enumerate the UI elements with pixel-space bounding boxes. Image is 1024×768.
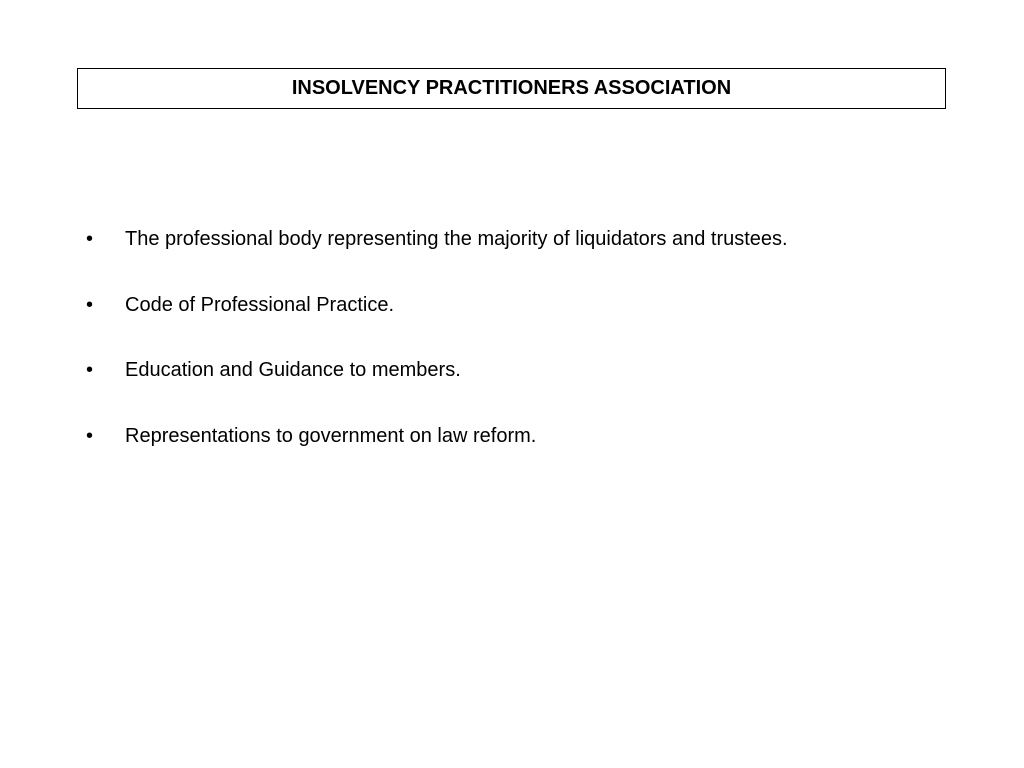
bullet-text: The professional body representing the majority of liquidators and trustees. [125, 228, 788, 250]
bullet-icon: • [86, 359, 94, 381]
bullet-text: Representations to government on law reform. [125, 424, 537, 447]
list-item [86, 357, 986, 423]
bullet-icon: • [86, 293, 94, 316]
bullet-text: Education and Guidance to members. [125, 359, 461, 381]
bullet-icon: • [86, 424, 94, 447]
bullet-icon: • [86, 228, 94, 250]
list-item [86, 226, 986, 292]
bullet-text: Code of Professional Practice. [125, 293, 395, 316]
title-box [77, 68, 946, 109]
slide-title: INSOLVENCY PRACTITIONERS ASSOCIATION [291, 77, 732, 99]
bullet-list [86, 226, 986, 488]
list-item [86, 292, 986, 358]
list-item [86, 423, 986, 489]
